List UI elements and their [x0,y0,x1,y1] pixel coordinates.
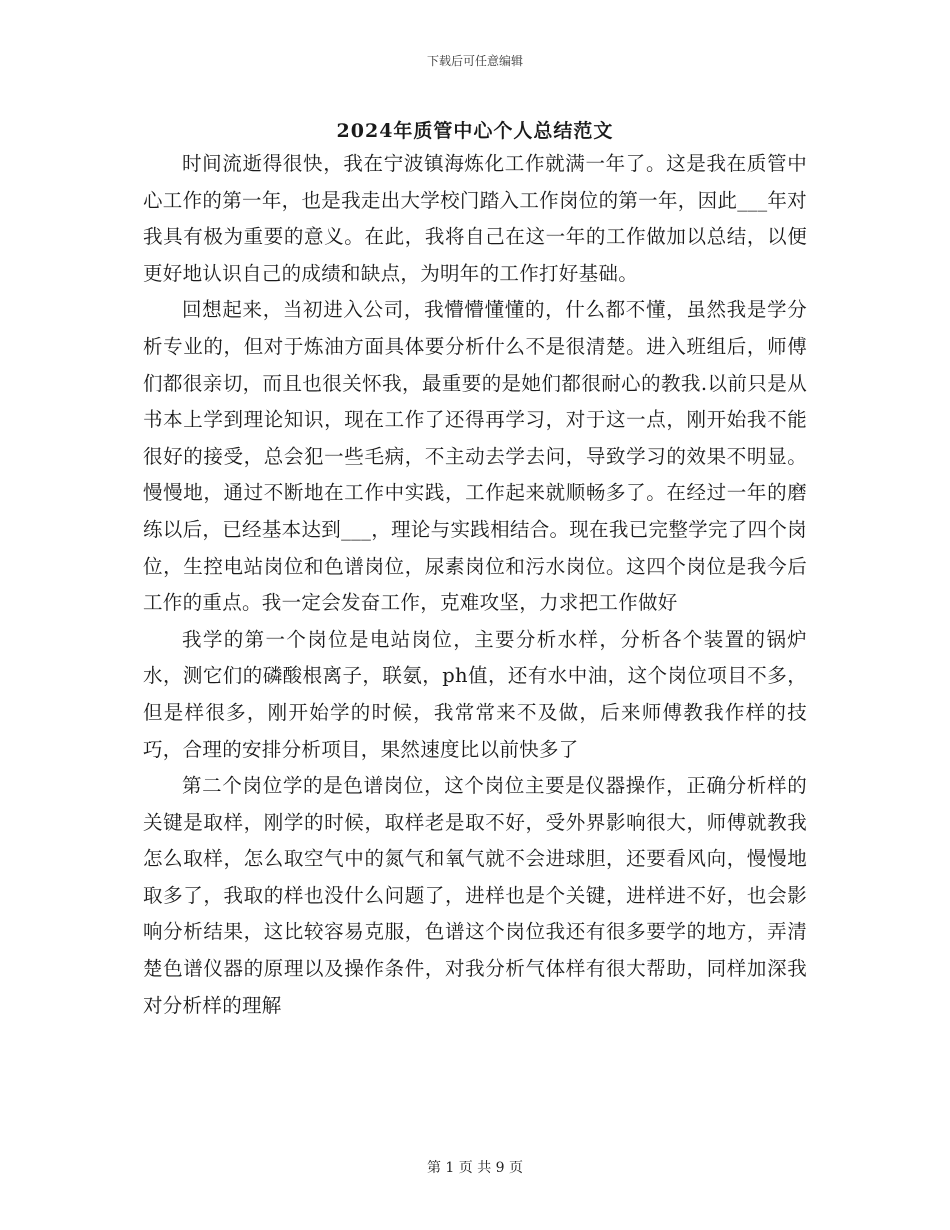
document-body [143,146,807,1024]
paragraph-3: 我学的第一个岗位是电站岗位，主要分析水样，分析各个装置的锅炉水，测它们的磷酸根离子，联氨，ph值，还有水中油，这个岗位项目不多，但是样很多，刚开始学的时候，我常常来不及做，后来师傅教我作样的技巧，合理的安排分析项目，果然速度比以前快多了 [143,627,807,761]
document-title: 2024年质管中心个人总结范文 [336,120,614,142]
paragraph-1: 时间流逝得很快，我在宁波镇海炼化工作就满一年了。这是我在质管中心工作的第一年，也是我走出大学校门踏入工作岗位的第一年，因此___年对我具有极为重要的意义。在此，我将自己在这一年的工作做加以总结，以便更好地认识自己的成绩和缺点，为明年的工作打好基础。 [143,152,807,285]
paragraph-2: 回想起来，当初进入公司，我懵懵懂懂的，什么都不懂，虽然我是学分析专业的，但对于炼油方面具体要分析什么不是很清楚。进入班组后，师傅们都很亲切，而且也很关怀我，最重要的是她们都很耐心的教我.以前只是从书本上学到理论知识，现在工作了还得再学习，对于这一点，刚开始我不能很好的接受，总会犯一些毛病，不主动去学去问，导致学习的效果不明显。慢慢地，通过不断地在工作中实践，工作起来就顺畅多了。在经过一年的磨练以后，已经基本达到___，理论与实践相结合。现在我已完整学完了四个岗位，生控电站岗位和色谱岗位，尿素岗位和污水岗位。这四个岗位是我今后工作的重点。我一定会发奋工作，克难攻坚，力求把工作做好 [143,298,807,615]
paragraph-4: 第二个岗位学的是色谱岗位，这个岗位主要是仪器操作，正确分析样的关键是取样，刚学的时候，取样老是取不好，受外界影响很大，师傅就教我怎么取样，怎么取空气中的氮气和氧气就不会进球胆，还要看风向，慢慢地取多了，我取的样也没什么问题了，进样也是个关键，进样进不好，也会影响分析结果，这比较容易克服，色谱这个岗位我还有很多要学的地方，弄清楚色谱仪器的原理以及操作条件，对我分析气体样有很大帮助，同样加深我对分析样的理解 [143,774,807,1017]
page-header-note: 下载后可任意编辑 [426,54,523,68]
page-number: 第 1 页 共 9 页 [426,1160,524,1176]
